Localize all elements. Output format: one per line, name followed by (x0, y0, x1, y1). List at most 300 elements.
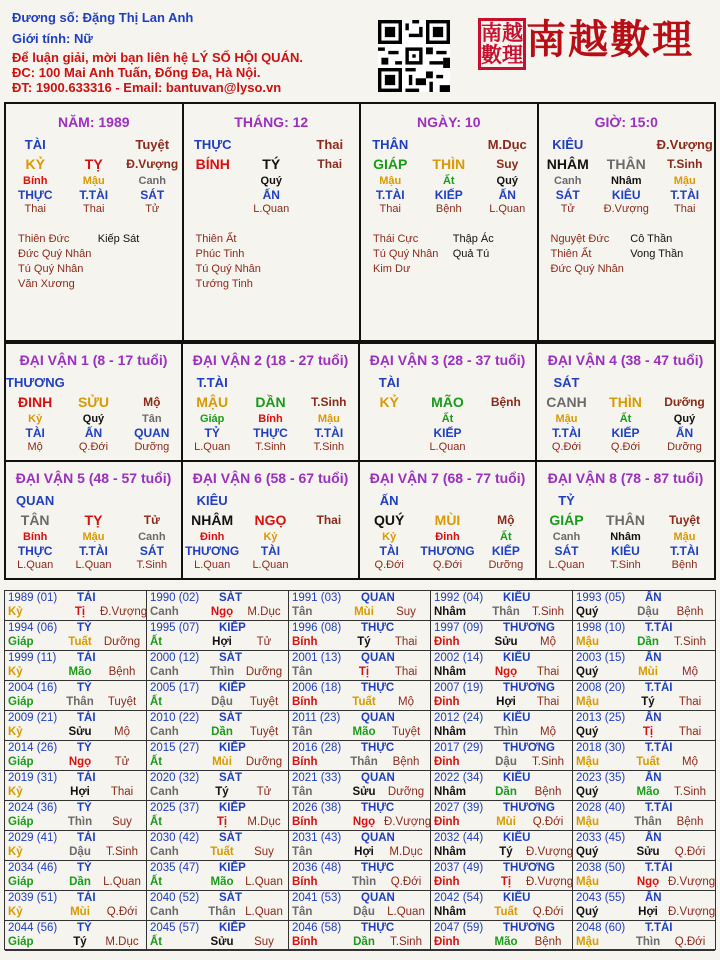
year-branch: Ngọ (636, 876, 660, 888)
hidden-god: T.TÀI (375, 188, 405, 202)
year-label: 2007 (19) (434, 682, 484, 694)
year-stage: Mộ (682, 756, 698, 768)
year-label: 2018 (30) (576, 742, 626, 754)
year-branch: Thìn (635, 936, 661, 948)
year-stem: Bính (292, 756, 318, 768)
year-label: 2029 (41) (8, 832, 58, 844)
year-cell[interactable] (431, 651, 573, 681)
year-god: ẤN (645, 712, 662, 724)
hidden-stages-row (6, 202, 182, 216)
year-branch: Ngọ (68, 756, 92, 768)
pillar-stem-branch-row (539, 154, 715, 174)
year-stage: L.Quan (387, 906, 425, 918)
year-branch: Mùi (496, 816, 516, 828)
hidden-stages-row (360, 558, 535, 572)
year-label: 2041 (53) (292, 892, 342, 904)
dai-van-god (6, 490, 181, 510)
hidden-stage: Tử (145, 203, 160, 215)
year-stem: Tân (292, 666, 313, 678)
year-cell[interactable] (5, 711, 147, 741)
year-branch: Thân (634, 816, 662, 828)
pillar-heaven-god-row (184, 134, 360, 154)
year-cell[interactable] (5, 921, 147, 951)
year-cell[interactable] (147, 771, 289, 801)
year-label: 2037 (49) (434, 862, 484, 874)
hidden-god: TÀI (25, 426, 45, 440)
pillar-title: GIỜ: 15:0 (594, 114, 658, 130)
year-stage: M.Dục (247, 816, 281, 828)
dai-van-stem-branch-row (183, 510, 358, 530)
hidden-god: THỰC (17, 544, 53, 558)
hidden-god: KIẾP (491, 544, 520, 558)
header (0, 0, 720, 100)
hidden-stages-row (537, 558, 714, 572)
pillar-stars (551, 232, 711, 277)
year-stem: Bính (292, 816, 318, 828)
year-god: QUAN (361, 832, 395, 844)
year-god: ẤN (645, 772, 662, 784)
year-god: TỶ (77, 862, 92, 874)
dai-van-stem-branch-row (360, 510, 535, 530)
year-cell[interactable] (573, 741, 715, 771)
year-branch: Thìn (493, 726, 519, 738)
year-stem: Mậu (576, 816, 599, 828)
year-cell[interactable] (147, 921, 289, 951)
year-god: THƯƠNG (503, 922, 555, 934)
year-stage: Đ.Vượng (668, 876, 716, 888)
dai-van-cell (360, 460, 537, 578)
year-branch: Tuất (636, 756, 660, 768)
year-label: 2002 (14) (434, 652, 484, 664)
address-line: ĐC: 100 Mai Anh Tuấn, Đống Đa, Hà Nội. (12, 65, 261, 80)
hidden-god: ẤN (675, 426, 694, 440)
year-cell[interactable] (289, 891, 431, 921)
year-cell[interactable] (573, 711, 715, 741)
year-cell[interactable] (147, 891, 289, 921)
hidden-stage: Thai (674, 203, 696, 215)
year-stem: Nhâm (434, 666, 466, 678)
year-label: 2038 (50) (576, 862, 626, 874)
year-cell[interactable] (431, 921, 573, 951)
year-god: SÁT (219, 772, 242, 784)
year-label: 1989 (01) (8, 592, 58, 604)
year-cell[interactable] (431, 621, 573, 651)
heavenly-stem: KỶ (25, 156, 45, 172)
year-god: KIẾP (219, 802, 246, 814)
year-god: THƯƠNG (503, 802, 555, 814)
hidden-stem: Kỷ (28, 413, 43, 425)
dai-van-god (183, 372, 358, 392)
hidden-god: SÁT (554, 544, 579, 558)
hidden-gods-row (183, 544, 358, 558)
year-label: 2011 (23) (292, 712, 341, 724)
year-cell[interactable] (431, 801, 573, 831)
hidden-stem: Quý (496, 175, 518, 187)
pillar-stem-branch-row (184, 154, 360, 174)
year-label: 1991 (03) (292, 592, 342, 604)
life-stage: Mộ (143, 395, 161, 409)
qr-code-icon[interactable] (378, 20, 450, 92)
year-cell[interactable] (5, 741, 147, 771)
year-branch: Dần (495, 786, 517, 798)
year-cell[interactable] (289, 711, 431, 741)
hidden-god: T.TÀI (314, 426, 344, 440)
dai-van-god-label: THƯƠNG (6, 374, 65, 390)
year-cell[interactable] (431, 591, 573, 621)
year-cell[interactable] (5, 651, 147, 681)
year-god: KIẾP (219, 742, 246, 754)
year-branch: Sửu (494, 636, 518, 648)
year-stage: Q.Đới (532, 816, 564, 828)
year-stem: Bính (292, 876, 318, 888)
hidden-gods-row (537, 426, 714, 440)
year-stem: Ất (150, 696, 163, 708)
star-name: Tướng Tinh (195, 278, 253, 290)
year-cell[interactable] (573, 771, 715, 801)
year-cell[interactable] (289, 801, 431, 831)
year-stage: Q.Đới (674, 846, 706, 858)
year-stem: Ất (150, 816, 163, 828)
year-branch: Mão (494, 936, 518, 948)
year-god: T.TÀI (645, 742, 673, 754)
year-stage: Bệnh (534, 786, 562, 798)
year-cell[interactable] (147, 651, 289, 681)
pillar-stars (18, 232, 178, 292)
year-cell[interactable] (431, 891, 573, 921)
year-stage: M.Dục (247, 606, 281, 618)
year-cell[interactable] (147, 711, 289, 741)
heaven-god-label: Đ.Vượng (656, 136, 713, 152)
year-stage: Tuyệt (249, 696, 279, 708)
year-stem: Mậu (576, 636, 599, 648)
year-stem: Kỷ (8, 906, 23, 918)
year-god: THỰC (361, 862, 395, 874)
year-stem: Tân (292, 606, 313, 618)
star-name: Đức Quý Nhân (18, 248, 92, 260)
life-stage: Dưỡng (664, 395, 705, 409)
year-cell[interactable] (147, 681, 289, 711)
hidden-god: KIẾP (434, 188, 463, 202)
year-branch: Mão (210, 876, 234, 888)
year-god: THỰC (361, 622, 395, 634)
year-stage: T.Sinh (390, 936, 422, 948)
heavenly-stem: KỶ (379, 394, 399, 410)
star-name (98, 247, 178, 262)
earthly-branch: TỴ (84, 512, 103, 528)
hidden-god: T.TÀI (79, 544, 108, 558)
dai-van-stem-branch-row (6, 510, 181, 530)
star-name: Thiên Ất (195, 233, 237, 245)
year-cell[interactable] (289, 741, 431, 771)
year-branch: Sửu (636, 846, 660, 858)
yearly-table (4, 590, 716, 950)
hidden-stage: L.Quan (429, 441, 466, 453)
year-branch: Mão (636, 786, 660, 798)
hidden-god: THƯƠNG (185, 544, 240, 558)
year-branch: Hợi (638, 906, 658, 918)
year-label: 2027 (39) (434, 802, 484, 814)
year-god: TÀI (77, 832, 96, 844)
hidden-god: ẤN (84, 426, 103, 440)
year-god: THỰC (361, 682, 395, 694)
hidden-stage: L.Quan (548, 559, 585, 571)
year-cell[interactable] (431, 861, 573, 891)
year-cell[interactable] (289, 921, 431, 951)
year-cell[interactable] (5, 771, 147, 801)
year-god: SÁT (219, 832, 242, 844)
earthly-branch: SỬU (77, 394, 110, 410)
year-stage: T.Sinh (532, 756, 564, 768)
year-cell[interactable] (431, 771, 573, 801)
year-label: 2012 (24) (434, 712, 484, 724)
year-cell[interactable] (289, 651, 431, 681)
hidden-stage: Thai (24, 203, 46, 215)
year-stage: Mộ (682, 666, 698, 678)
dai-van-title: ĐẠI VẬN 3 (28 - 37 tuổi) (369, 352, 526, 368)
year-cell[interactable] (573, 591, 715, 621)
dai-van-god (6, 372, 181, 392)
year-stem: Canh (150, 726, 179, 738)
year-stem: Nhâm (434, 786, 466, 798)
year-branch: Dậu (353, 906, 375, 918)
hidden-gods-row (6, 544, 181, 558)
year-cell[interactable] (147, 591, 289, 621)
hidden-stem: Kỷ (382, 531, 397, 543)
hidden-stem: Bính (23, 175, 48, 187)
dai-van-title: ĐẠI VẬN 5 (48 - 57 tuổi) (15, 470, 172, 486)
heavenly-stem: ĐINH (18, 394, 53, 410)
dai-van-god-label: TÀI (378, 374, 400, 390)
year-stem: Canh (150, 666, 179, 678)
dai-van-god (537, 372, 714, 392)
hidden-stem: Mậu (317, 413, 340, 425)
hidden-stage: Q.Đới (374, 559, 404, 571)
year-label: 2028 (40) (576, 802, 626, 814)
year-label: 1999 (11) (8, 652, 57, 664)
year-stem: Tân (292, 726, 313, 738)
dai-van-title: ĐẠI VẬN 2 (18 - 27 tuổi) (192, 352, 349, 368)
hidden-god: KIẾP (433, 426, 462, 440)
year-label: 2013 (25) (576, 712, 626, 724)
hidden-stage: T.Sinh (313, 441, 345, 453)
year-god: THỰC (361, 922, 395, 934)
year-cell[interactable] (5, 831, 147, 861)
hidden-stage: L.Quan (489, 203, 526, 215)
hidden-stem: Quý (673, 413, 696, 425)
heaven-god-label: KIÊU (552, 136, 584, 152)
hidden-stage: Dưỡng (667, 441, 702, 453)
heaven-god-label: THỰC (193, 136, 232, 152)
year-cell[interactable] (5, 891, 147, 921)
life-stage: Tuyệt (668, 513, 701, 527)
life-stage: Tử (143, 513, 160, 527)
year-cell[interactable] (147, 861, 289, 891)
year-god: ẤN (645, 892, 662, 904)
earthly-branch: MÙI (434, 512, 461, 528)
year-cell[interactable] (289, 681, 431, 711)
hidden-god: T.TÀI (670, 188, 700, 202)
dai-van-god-label: QUAN (16, 492, 55, 508)
year-cell[interactable] (289, 861, 431, 891)
star-name: Tú Quý Nhân (195, 263, 261, 275)
year-cell[interactable] (147, 621, 289, 651)
year-god: SÁT (219, 892, 242, 904)
year-branch: Thìn (67, 816, 93, 828)
star-name: Văn Xương (18, 278, 75, 290)
year-label: 2001 (13) (292, 652, 342, 664)
hidden-stages-row (184, 202, 360, 216)
year-label: 1996 (08) (292, 622, 342, 634)
hidden-stem: Giáp (199, 413, 225, 425)
year-stage: Q.Đới (532, 906, 564, 918)
year-label: 2036 (48) (292, 862, 342, 874)
hidden-stages-row (6, 558, 181, 572)
hidden-god: KIẾP (611, 426, 640, 440)
year-stem: Đinh (434, 636, 460, 648)
year-god: QUAN (361, 772, 395, 784)
hidden-stem: Canh (138, 531, 166, 543)
year-stem: Kỷ (8, 666, 23, 678)
year-label: 2023 (35) (576, 772, 626, 784)
year-cell[interactable] (147, 801, 289, 831)
year-label: 2004 (16) (8, 682, 58, 694)
year-stem: Đinh (434, 816, 460, 828)
year-stage: Dưỡng (245, 666, 283, 678)
dai-van-god (537, 490, 714, 510)
year-cell[interactable] (573, 891, 715, 921)
dai-van-god-label: TỶ (558, 492, 575, 508)
year-god: TỶ (77, 922, 92, 934)
year-cell[interactable] (147, 741, 289, 771)
year-stem: Giáp (8, 636, 34, 648)
year-god: THƯƠNG (503, 622, 555, 634)
year-stem: Bính (292, 936, 318, 948)
year-label: 1994 (06) (8, 622, 58, 634)
year-branch: Tị (642, 726, 654, 738)
hidden-god: T.TÀI (552, 426, 581, 440)
year-cell[interactable] (573, 921, 715, 951)
star-name (275, 262, 355, 277)
year-cell[interactable] (147, 831, 289, 861)
year-label: 2024 (36) (8, 802, 58, 814)
year-cell[interactable] (573, 681, 715, 711)
star-name: Tú Quý Nhân (373, 248, 439, 260)
year-stage: Bệnh (676, 816, 704, 828)
year-label: 2020 (32) (150, 772, 200, 784)
year-branch: Thân (208, 906, 236, 918)
year-stage: M.Dục (389, 846, 423, 858)
star-name: Vong Thần (630, 248, 684, 260)
hidden-stem: Quý (260, 175, 282, 187)
hidden-stem: Mậu (82, 175, 105, 187)
star-name: Quả Tú (452, 248, 490, 260)
year-branch: Tị (500, 876, 512, 888)
year-stem: Ất (150, 936, 163, 948)
year-god: KIẾP (219, 622, 246, 634)
year-cell[interactable] (573, 651, 715, 681)
earthly-branch: MÃO (431, 394, 464, 410)
dai-van-stem-branch-row (360, 392, 535, 412)
year-label: 2019 (31) (8, 772, 58, 784)
year-cell[interactable] (289, 591, 431, 621)
dai-van-title: ĐẠI VẬN 6 (58 - 67 tuổi) (192, 470, 349, 486)
year-cell[interactable] (289, 621, 431, 651)
year-label: 2030 (42) (150, 832, 200, 844)
hidden-stage: L.Quan (253, 203, 290, 215)
year-cell[interactable] (431, 741, 573, 771)
year-branch: Tý (73, 936, 87, 948)
year-stem: Bính (292, 636, 318, 648)
year-cell[interactable] (573, 621, 715, 651)
year-stage: Đ.Vượng (384, 816, 432, 828)
year-branch: Thân (492, 606, 520, 618)
year-label: 2042 (54) (434, 892, 484, 904)
year-stem: Giáp (8, 876, 34, 888)
star-name: Thập Ác (452, 233, 494, 245)
year-cell[interactable] (289, 831, 431, 861)
hidden-stem: Mậu (82, 531, 105, 543)
year-branch: Dậu (637, 606, 659, 618)
year-branch: Hợi (354, 846, 374, 858)
year-god: TỶ (77, 742, 92, 754)
hidden-stem: Mậu (379, 175, 402, 187)
hidden-stage: Q.Đới (551, 441, 582, 453)
year-cell[interactable] (5, 681, 147, 711)
pillar-title: NGÀY: 10 (416, 114, 481, 130)
seal-char: 越 (502, 20, 523, 45)
hidden-stem: Ất (442, 175, 455, 187)
year-cell[interactable] (431, 831, 573, 861)
year-cell[interactable] (431, 711, 573, 741)
year-label: 2000 (12) (150, 652, 200, 664)
year-cell[interactable] (5, 591, 147, 621)
year-stage: Suy (254, 936, 274, 948)
year-god: T.TÀI (645, 922, 673, 934)
year-cell[interactable] (289, 771, 431, 801)
life-stage: Mộ (497, 513, 515, 527)
year-stem: Canh (150, 786, 179, 798)
year-stem: Giáp (8, 756, 34, 768)
year-cell[interactable] (573, 861, 715, 891)
year-label: 2032 (44) (434, 832, 484, 844)
year-branch: Tuất (494, 906, 518, 918)
star-name (275, 247, 355, 262)
year-cell[interactable] (5, 801, 147, 831)
year-cell[interactable] (5, 861, 147, 891)
heavenly-stem: QUÝ (373, 512, 405, 528)
year-god: TỶ (77, 682, 92, 694)
year-branch: Tý (641, 696, 655, 708)
year-cell[interactable] (5, 621, 147, 651)
hidden-stems-row (539, 174, 715, 188)
year-label: 2021 (33) (292, 772, 342, 784)
year-stage: Mộ (398, 696, 414, 708)
hidden-stage: Bệnh (671, 559, 698, 571)
star-name (630, 262, 710, 277)
year-cell[interactable] (573, 831, 715, 861)
dai-van-stem-branch-row (183, 392, 358, 412)
pillar-title: NĂM: 1989 (57, 114, 130, 130)
year-cell[interactable] (573, 801, 715, 831)
hidden-stem: Nhâm (610, 531, 641, 543)
year-cell[interactable] (431, 681, 573, 711)
dai-van-table (4, 342, 716, 580)
hidden-gods-row (361, 188, 537, 202)
year-stem: Ất (150, 636, 163, 648)
year-god: ẤN (645, 652, 662, 664)
year-stage: T.Sinh (106, 846, 138, 858)
dai-van-stem-branch-row (6, 392, 181, 412)
